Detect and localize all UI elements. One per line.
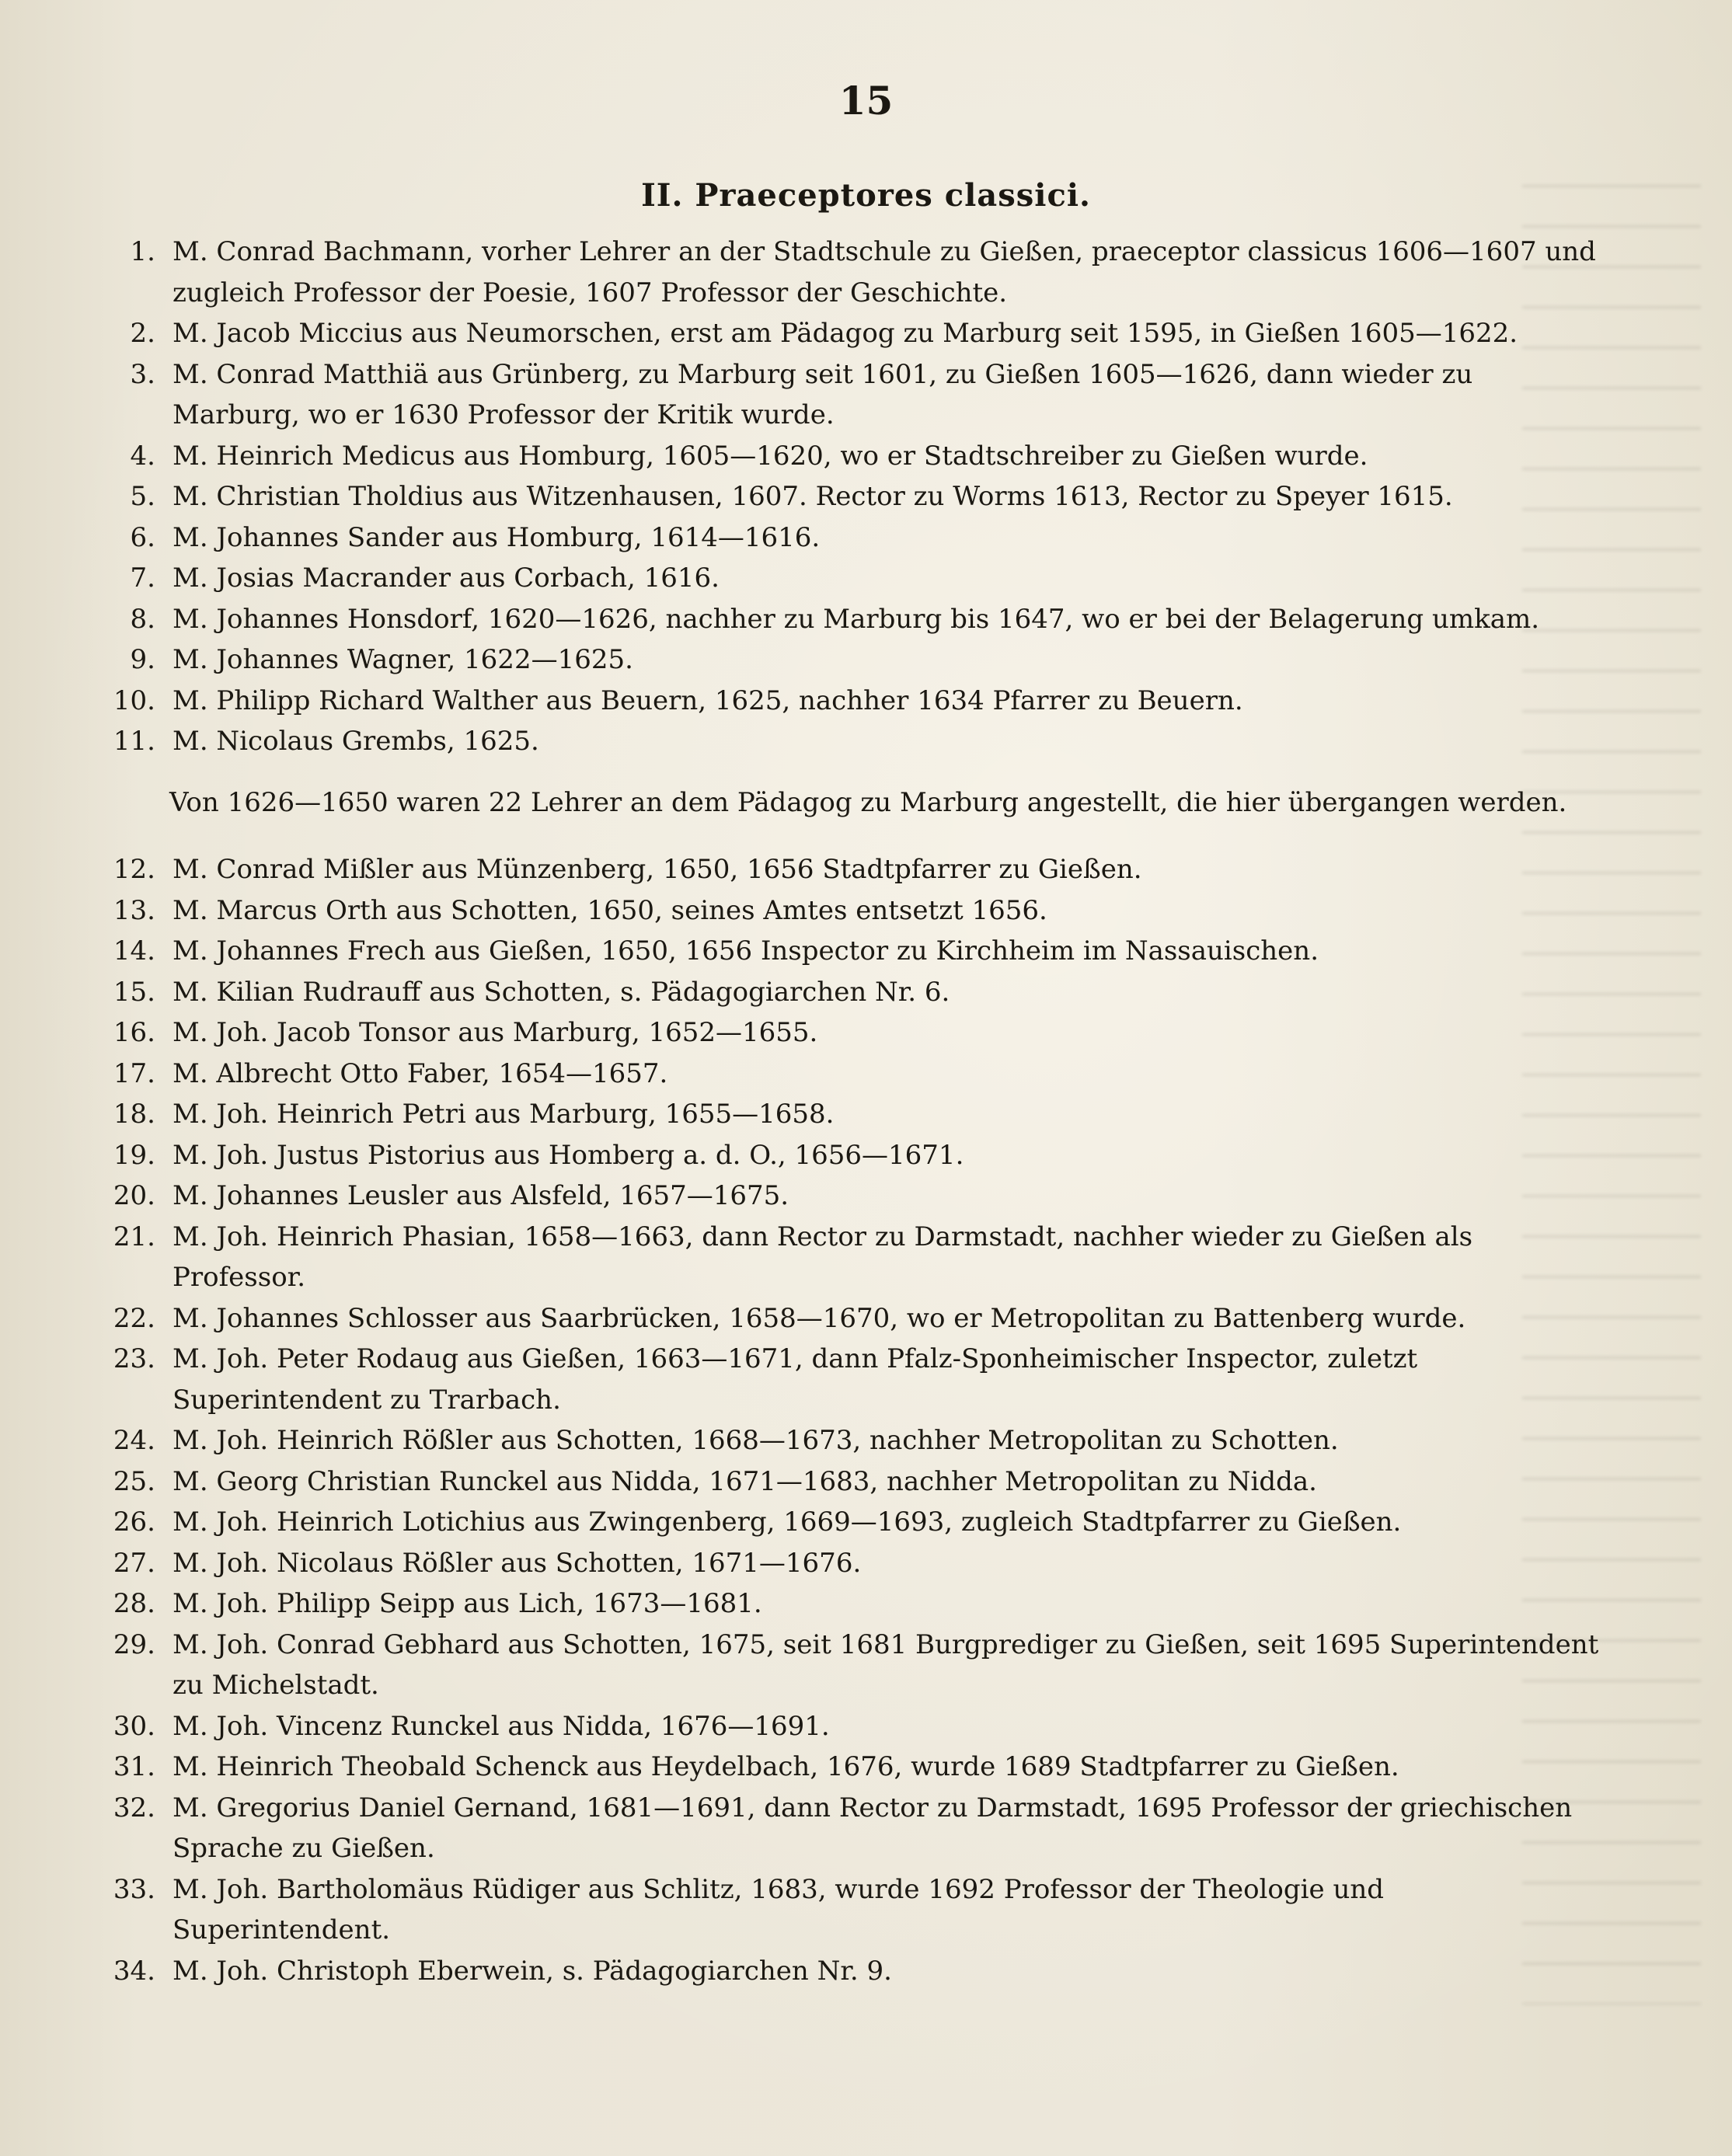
entry-text: M. Gregorius Daniel Gernand, 1681—1691, dann Rector zu Darmstadt, 1695 Professor der griechischen Sprache zu Gießen. bbox=[173, 1792, 1573, 1864]
entry-number: 10. bbox=[113, 684, 155, 716]
entry-number: 27. bbox=[113, 1547, 155, 1579]
entry-number: 8. bbox=[130, 603, 155, 635]
entry-number: 24. bbox=[113, 1425, 155, 1456]
section-title: II. Praeceptores classici. bbox=[641, 177, 1091, 214]
list-item bbox=[92, 1094, 1607, 1135]
list-item bbox=[92, 1543, 1607, 1584]
entry-text: M. Marcus Orth aus Schotten, 1650, seines Amtes entsetzt 1656. bbox=[173, 894, 1047, 926]
list-item bbox=[92, 1298, 1607, 1339]
list-item bbox=[92, 1625, 1607, 1706]
entry-text: M. Joh. Bartholomäus Rüdiger aus Schlitz, 1683, wurde 1692 Professor der Theologie und Superintendent. bbox=[173, 1873, 1385, 1945]
list-item bbox=[92, 1176, 1607, 1217]
entry-number: 20. bbox=[113, 1180, 155, 1211]
interlude-note: Von 1626—1650 waren 22 Lehrer an dem Pädagog zu Marburg angestellt, die hier übergangen werden. bbox=[169, 786, 1567, 818]
entry-text: M. Joh. Heinrich Phasian, 1658—1663, dann Rector zu Darmstadt, nachher wieder zu Gießen als Professor. bbox=[173, 1221, 1473, 1293]
entry-number: 5. bbox=[130, 481, 155, 512]
entry-text: M. Joh. Philipp Seipp aus Lich, 1673—1681. bbox=[173, 1588, 762, 1619]
entry-text: M. Joh. Vincenz Runckel aus Nidda, 1676—1691. bbox=[173, 1710, 830, 1742]
entry-number: 17. bbox=[113, 1057, 155, 1089]
list-item bbox=[92, 436, 1607, 477]
entry-text: M. Joh. Conrad Gebhard aus Schotten, 1675, seit 1681 Burgprediger zu Gießen, seit 1695 Superintendent zu Michelstadt. bbox=[173, 1628, 1599, 1701]
entry-text: M. Joh. Jacob Tonsor aus Marburg, 1652—1655. bbox=[173, 1017, 818, 1048]
entry-text: M. Georg Christian Runckel aus Nidda, 1671—1683, nachher Metropolitan zu Nidda. bbox=[173, 1465, 1317, 1497]
list-item bbox=[92, 931, 1607, 972]
entry-text: M. Conrad Mißler aus Münzenberg, 1650, 1656 Stadtpfarrer zu Gießen. bbox=[173, 854, 1142, 885]
entry-text: M. Nicolaus Grembs, 1625. bbox=[173, 726, 539, 757]
entry-number: 28. bbox=[113, 1588, 155, 1619]
entry-number: 12. bbox=[113, 854, 155, 885]
entry-number: 30. bbox=[113, 1710, 155, 1742]
list-item bbox=[92, 354, 1607, 436]
entry-number: 6. bbox=[130, 521, 155, 553]
entry-number: 16. bbox=[113, 1017, 155, 1048]
entry-text: M. Philipp Richard Walther aus Beuern, 1625, nachher 1634 Pfarrer zu Beuern. bbox=[173, 684, 1243, 716]
entry-text: M. Johannes Wagner, 1622—1625. bbox=[173, 644, 633, 675]
list-item bbox=[92, 1502, 1607, 1543]
list-item bbox=[92, 232, 1607, 313]
entry-number: 32. bbox=[113, 1792, 155, 1823]
entry-number: 21. bbox=[113, 1221, 155, 1252]
entry-text: M. Joh. Heinrich Petri aus Marburg, 1655—1658. bbox=[173, 1099, 835, 1130]
entry-text: M. Albrecht Otto Faber, 1654—1657. bbox=[173, 1057, 668, 1089]
entry-text: M. Conrad Bachmann, vorher Lehrer an der Stadtschule zu Gießen, praeceptor classicus 1606—1607 und zugleich Professor der Poesie, 1607 Professor der Geschichte. bbox=[173, 236, 1596, 308]
entry-text: M. Johannes Schlosser aus Saarbrücken, 1658—1670, wo er Metropolitan zu Battenberg wurde. bbox=[173, 1302, 1466, 1334]
entries-part-1 bbox=[92, 232, 1607, 762]
entry-text: M. Joh. Justus Pistorius aus Homberg a. d. O., 1656—1671. bbox=[173, 1139, 964, 1171]
entry-number: 7. bbox=[130, 563, 155, 594]
entry-number: 18. bbox=[113, 1099, 155, 1130]
entry-text: M. Conrad Matthiä aus Grünberg, zu Marburg seit 1601, zu Gießen 1605—1626, dann wieder zu Marburg, wo er 1630 Professor der Kritik wurde. bbox=[173, 358, 1473, 430]
entry-text: M. Joh. Christoph Eberwein, s. Pädagogiarchen Nr. 9. bbox=[173, 1955, 892, 1987]
entry-text: M. Josias Macrander aus Corbach, 1616. bbox=[173, 563, 720, 594]
entry-text: M. Joh. Heinrich Rößler aus Schotten, 1668—1673, nachher Metropolitan zu Schotten. bbox=[173, 1425, 1339, 1456]
list-item bbox=[92, 476, 1607, 517]
entries-list bbox=[92, 232, 1607, 1991]
entry-text: M. Joh. Nicolaus Rößler aus Schotten, 1671—1676. bbox=[173, 1547, 862, 1579]
list-item bbox=[92, 1339, 1607, 1420]
entry-text: M. Johannes Leusler aus Alsfeld, 1657—1675. bbox=[173, 1180, 789, 1211]
list-item bbox=[92, 1788, 1607, 1869]
list-item bbox=[92, 313, 1607, 354]
list-item bbox=[92, 721, 1607, 762]
list-item bbox=[92, 639, 1607, 681]
entry-text: M. Heinrich Medicus aus Homburg, 1605—1620, wo er Stadtschreiber zu Gießen wurde. bbox=[173, 440, 1368, 472]
list-item bbox=[92, 1054, 1607, 1095]
entry-number: 31. bbox=[113, 1751, 155, 1782]
entry-text: M. Johannes Frech aus Gießen, 1650, 1656 Inspector zu Kirchheim im Nassauischen. bbox=[173, 935, 1319, 967]
entry-number: 26. bbox=[113, 1506, 155, 1538]
entry-number: 34. bbox=[113, 1955, 155, 1987]
list-item bbox=[92, 1951, 1607, 1992]
entry-text: M. Joh. Peter Rodaug aus Gießen, 1663—1671, dann Pfalz-Sponheimischer Inspector, zuletzt Superintendent zu Trarbach. bbox=[173, 1343, 1418, 1416]
entry-number: 29. bbox=[113, 1628, 155, 1660]
entry-text: M. Christian Tholdius aus Witzenhausen, 1607. Rector zu Worms 1613, Rector zu Speyer 1615. bbox=[173, 481, 1453, 512]
entry-number: 4. bbox=[130, 440, 155, 472]
entry-number: 25. bbox=[113, 1465, 155, 1497]
entry-number: 2. bbox=[130, 318, 155, 349]
list-item bbox=[92, 849, 1607, 890]
list-item bbox=[92, 972, 1607, 1013]
entry-text: M. Heinrich Theobald Schenck aus Heydelbach, 1676, wurde 1689 Stadtpfarrer zu Gießen. bbox=[173, 1751, 1399, 1782]
list-item bbox=[92, 599, 1607, 640]
list-item bbox=[92, 1583, 1607, 1625]
list-item bbox=[92, 1706, 1607, 1747]
page-number: 15 bbox=[838, 78, 894, 124]
entries-part-2 bbox=[92, 849, 1607, 1991]
entry-number: 33. bbox=[113, 1873, 155, 1905]
list-item bbox=[92, 558, 1607, 599]
entry-number: 15. bbox=[113, 976, 155, 1008]
list-item bbox=[92, 681, 1607, 722]
entry-text: M. Johannes Honsdorf, 1620—1626, nachher zu Marburg bis 1647, wo er bei der Belagerung umkam. bbox=[173, 603, 1540, 635]
entry-text: M. Joh. Heinrich Lotichius aus Zwingenberg, 1669—1693, zugleich Stadtpfarrer zu Gießen. bbox=[173, 1506, 1402, 1538]
entry-number: 9. bbox=[130, 644, 155, 675]
list-item bbox=[92, 1869, 1607, 1951]
entry-number: 22. bbox=[113, 1302, 155, 1334]
entry-number: 23. bbox=[113, 1343, 155, 1374]
entry-text: M. Johannes Sander aus Homburg, 1614—1616. bbox=[173, 521, 821, 553]
entry-number: 3. bbox=[130, 358, 155, 390]
list-item bbox=[92, 1461, 1607, 1503]
list-item bbox=[92, 890, 1607, 932]
list-item bbox=[92, 517, 1607, 559]
entry-text: M. Jacob Miccius aus Neumorschen, erst am Pädagog zu Marburg seit 1595, in Gießen 1605—1622. bbox=[173, 318, 1518, 349]
entry-text: M. Kilian Rudrauff aus Schotten, s. Pädagogiarchen Nr. 6. bbox=[173, 976, 950, 1008]
entry-number: 11. bbox=[113, 726, 155, 757]
entry-number: 19. bbox=[113, 1139, 155, 1171]
list-item bbox=[92, 1135, 1607, 1176]
list-item bbox=[92, 1747, 1607, 1788]
entry-number: 13. bbox=[113, 894, 155, 926]
entry-number: 1. bbox=[130, 236, 155, 267]
list-item bbox=[92, 1217, 1607, 1298]
entry-number: 14. bbox=[113, 935, 155, 967]
list-item bbox=[92, 1012, 1607, 1054]
list-item bbox=[92, 1420, 1607, 1461]
